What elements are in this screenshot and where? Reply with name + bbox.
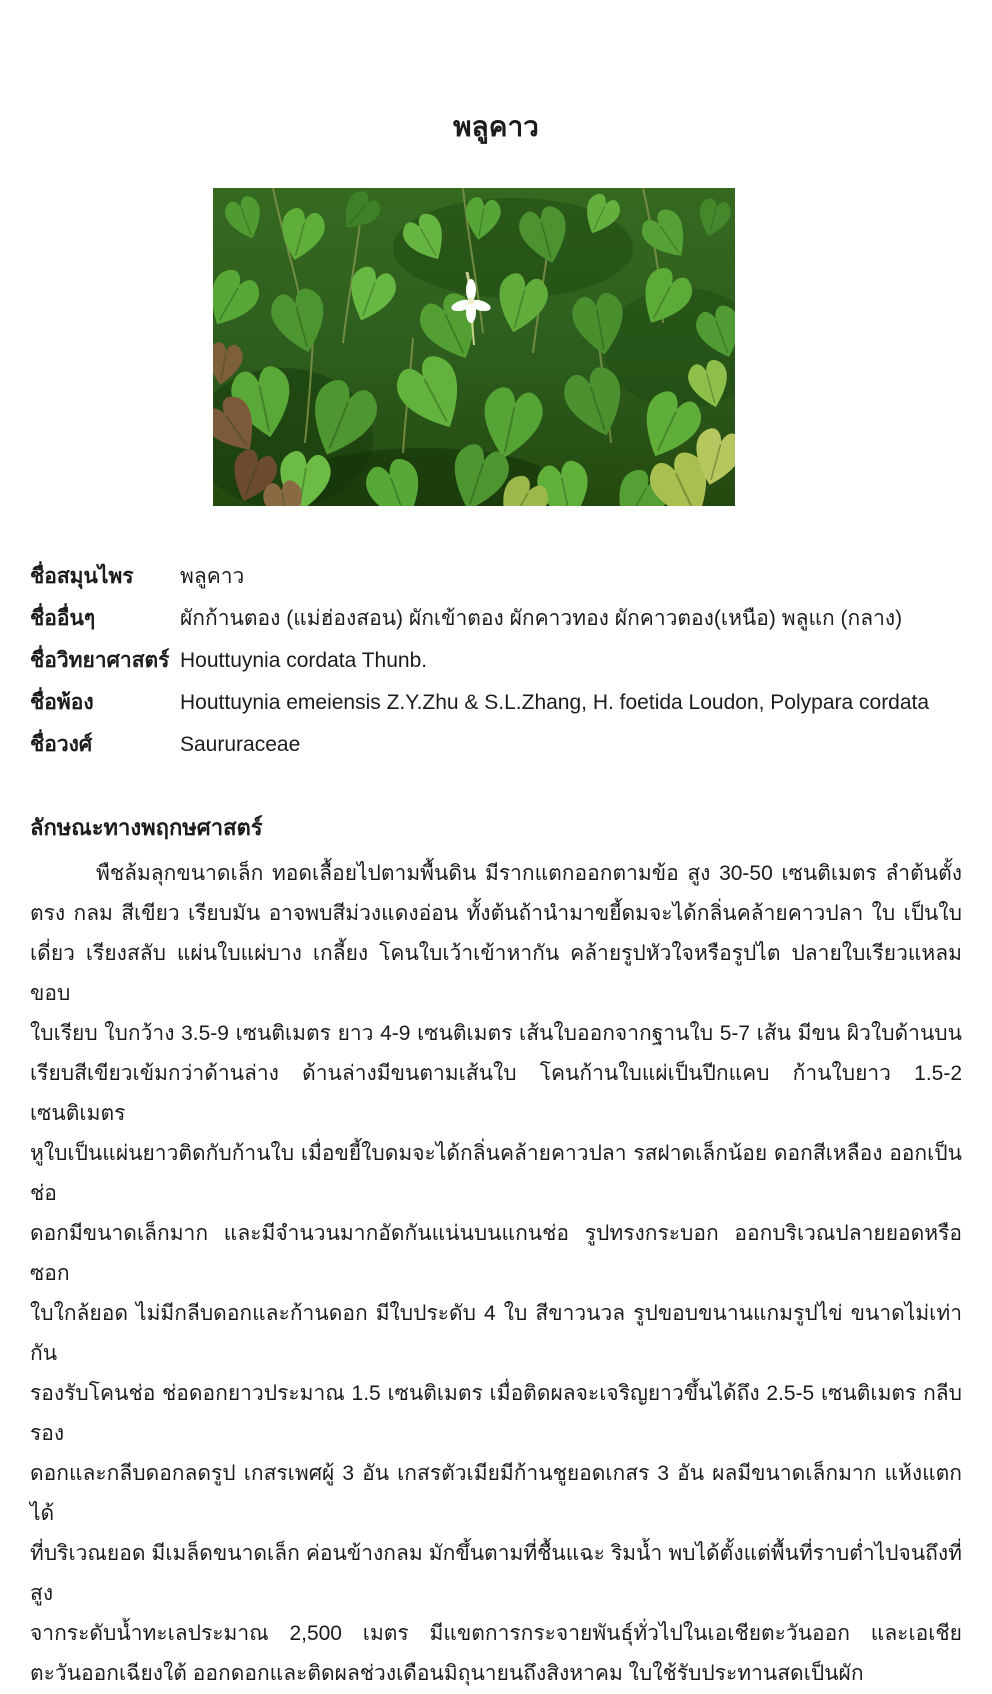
- paragraph-line: เรียบสีเขียวเข้มกว่าด้านล่าง ด้านล่างมีขนตามเส้นใบ โคนก้านใบแผ่เป็นปีกแคบ ก้านใบยาว 1.5-2 เซนติเมตร: [30, 1062, 962, 1125]
- field-value-other-names: ผักก้านตอง (แม่ฮ่องสอน) ผักเข้าตอง ผักคาวทอง ผักคาวตอง(เหนือ) พลูแก (กลาง): [180, 607, 903, 630]
- field-value-family: Saururaceae: [180, 733, 301, 756]
- herb-info-fields: [30, 556, 962, 766]
- field-row-synonyms: [30, 682, 962, 724]
- field-value-herb-name: พลูคาว: [180, 565, 245, 588]
- paragraph-line: ที่บริเวณยอด มีเมล็ดขนาดเล็ก ค่อนข้างกลม มักขึ้นตามที่ชื้นแฉะ ริมน้ำ พบได้ตั้งแต่พื้นที่ราบต่ำไปจนถึงที่สูง: [30, 1542, 962, 1605]
- field-label-scientific-name: ชื่อวิทยาศาสตร์: [30, 649, 170, 672]
- field-value-scientific-name: Houttuynia cordata Thunb.: [180, 649, 428, 672]
- paragraph-line: ใบใกล้ยอด ไม่มีกลีบดอกและก้านดอก มีใบประดับ 4 ใบ สีขาวนวล รูปขอบขนานแกมรูปไข่ ขนาดไม่เท่ากัน: [30, 1302, 962, 1365]
- paragraph-line: หูใบเป็นแผ่นยาวติดกับก้านใบ เมื่อขยี้ใบดมจะได้กลิ่นคล้ายคาวปลา รสฝาดเล็กน้อย ดอกสีเหลือง ออกเป็นช่อ: [30, 1142, 962, 1205]
- herb-photo: [213, 188, 735, 506]
- page-title: พลูคาว: [453, 111, 539, 142]
- paragraph-line: เดี่ยว เรียงสลับ แผ่นใบแผ่บาง เกลี้ยง โคนใบเว้าเข้าหากัน คล้ายรูปหัวใจหรือรูปไต ปลายใบเรียวแหลม ขอบ: [30, 942, 962, 1005]
- section-heading-botany: ลักษณะทางพฤกษศาสตร์: [30, 815, 263, 840]
- paragraph-line: พืชล้มลุกขนาดเล็ก ทอดเลื้อยไปตามพื้นดิน มีรากแตกออกตามข้อ สูง 30-50 เซนติเมตร ลำต้นตั้ง: [96, 862, 962, 885]
- paragraph-line: ดอกและกลีบดอกลดรูป เกสรเพศผู้ 3 อัน เกสรตัวเมียมีก้านชูยอดเกสร 3 อัน ผลมีขนาดเล็กมาก แห้งแตกได้: [30, 1462, 962, 1525]
- field-label-family: ชื่อวงศ์: [30, 733, 93, 756]
- field-row-family: [30, 724, 962, 766]
- field-row-scientific-name: [30, 640, 962, 682]
- field-label-synonyms: ชื่อพ้อง: [30, 691, 94, 714]
- paragraph-line: ใบเรียบ ใบกว้าง 3.5-9 เซนติเมตร ยาว 4-9 เซนติเมตร เส้นใบออกจากฐานใบ 5-7 เส้น มีขน ผิวใบด้านบน: [30, 1022, 962, 1045]
- field-row-herb-name: [30, 556, 962, 598]
- field-row-other-names: [30, 598, 962, 640]
- field-label-herb-name: ชื่อสมุนไพร: [30, 565, 134, 588]
- paragraph-line: รองรับโคนช่อ ช่อดอกยาวประมาณ 1.5 เซนติเมตร เมื่อติดผลจะเจริญยาวขึ้นได้ถึง 2.5-5 เซนติเมตร กลีบรอง: [30, 1382, 962, 1445]
- paragraph-line: ดอกมีขนาดเล็กมาก และมีจำนวนมากอัดกันแน่นบนแกนช่อ รูปทรงกระบอก ออกบริเวณปลายยอดหรือซอก: [30, 1222, 962, 1285]
- plant-photo-illustration: [213, 188, 735, 506]
- field-label-other-names: ชื่ออื่นๆ: [30, 607, 96, 630]
- paragraph-line: ตรง กลม สีเขียว เรียบมัน อาจพบสีม่วงแดงอ่อน ทั้งต้นถ้านำมาขยี้ดมจะได้กลิ่นคล้ายคาวปลา ใบ เป็นใบ: [30, 902, 962, 925]
- paragraph-line: ตะวันออกเฉียงใต้ ออกดอกและติดผลช่วงเดือนมิถุนายนถึงสิงหาคม ใบใช้รับประทานสดเป็นผัก: [30, 1662, 864, 1685]
- botany-description-paragraph: [30, 854, 962, 1694]
- paragraph-line: จากระดับน้ำทะเลประมาณ 2,500 เมตร มีแขตการกระจายพันธุ์ทั่วไปในเอเชียตะวันออก และเอเชีย: [30, 1622, 962, 1645]
- field-value-synonyms: Houttuynia emeiensis Z.Y.Zhu & S.L.Zhang, H. foetida Loudon, Polypara cordata: [180, 691, 930, 714]
